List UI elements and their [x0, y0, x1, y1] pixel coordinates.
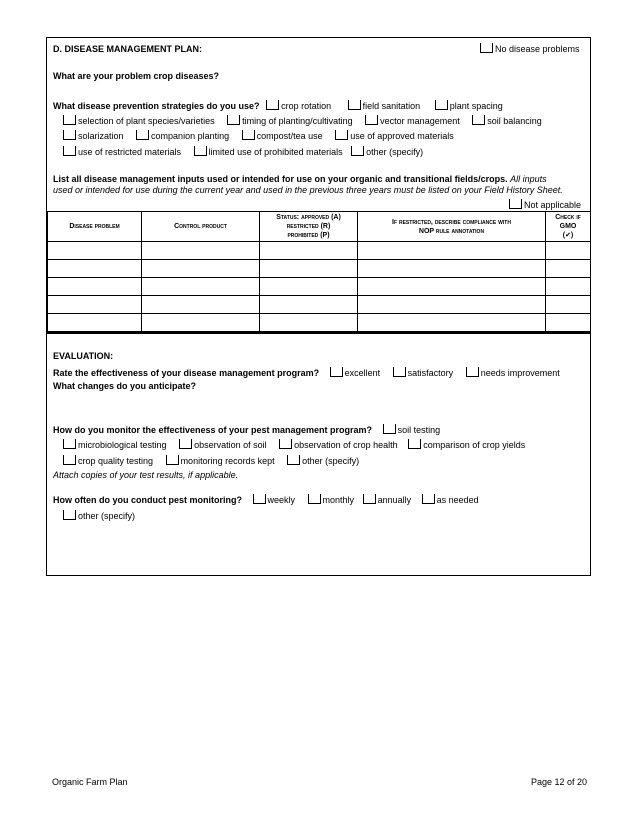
table-row	[48, 242, 591, 260]
option-compost-tea[interactable]	[238, 130, 323, 142]
header-label: Control product	[174, 223, 227, 230]
table-cell[interactable]	[358, 296, 546, 314]
checkbox[interactable]	[351, 146, 364, 156]
checkbox[interactable]	[408, 439, 421, 449]
option-observation-soil[interactable]	[175, 439, 267, 451]
problem-diseases-question: What are your problem crop diseases?	[53, 71, 220, 81]
option-label: monthly	[322, 495, 355, 505]
option-label: needs improvement	[480, 368, 560, 378]
option-label: limited use of prohibited materials	[208, 147, 343, 157]
frequency-row-2	[59, 510, 135, 522]
option-observation-crop-health[interactable]	[275, 439, 398, 451]
option-label: use of restricted materials	[78, 147, 182, 157]
checkbox[interactable]	[308, 494, 321, 504]
checkbox[interactable]	[422, 494, 435, 504]
header-label: If restricted, describe compliance with	[392, 218, 511, 226]
checkbox[interactable]	[63, 130, 76, 140]
checkbox[interactable]	[253, 494, 266, 504]
header-label: Disease problem	[69, 223, 120, 230]
option-solarization[interactable]	[59, 130, 124, 142]
option-label: other (specify)	[78, 511, 136, 521]
table-cell[interactable]	[260, 314, 358, 332]
option-label: satisfactory	[407, 368, 454, 378]
checkbox[interactable]	[330, 367, 343, 377]
checkbox[interactable]	[194, 146, 207, 156]
table-cell[interactable]	[142, 260, 260, 278]
option-other-specify[interactable]	[347, 146, 423, 158]
checkbox[interactable]	[166, 455, 179, 465]
table-bottom-rule	[47, 332, 590, 334]
checkbox[interactable]	[63, 146, 76, 156]
header-gmo	[546, 212, 591, 242]
changes-question: What changes do you anticipate?	[53, 381, 197, 391]
table-cell[interactable]	[142, 278, 260, 296]
table-cell[interactable]	[358, 278, 546, 296]
inputs-instruction-bold: List all disease management inputs used or intended for use on your organic and transitional fields/crops.	[53, 174, 508, 184]
table-cell[interactable]	[546, 296, 591, 314]
option-label: as needed	[436, 495, 479, 505]
option-label: solarization	[78, 131, 124, 141]
option-label: monitoring records kept	[180, 456, 275, 466]
attach-note: Attach copies of your test results, if applicable.	[53, 470, 239, 480]
not-applicable-checkbox[interactable]	[509, 199, 522, 209]
checkbox[interactable]	[365, 115, 378, 125]
option-label: timing of planting/cultivating	[242, 116, 353, 126]
disease-inputs-table	[47, 211, 591, 332]
table-cell[interactable]	[260, 278, 358, 296]
option-label: soil balancing	[487, 116, 542, 126]
checkbox[interactable]	[63, 455, 76, 465]
option-crop-rotation[interactable]	[262, 100, 331, 112]
checkbox[interactable]	[466, 367, 479, 377]
checkbox[interactable]	[335, 130, 348, 140]
rate-excellent[interactable]	[326, 367, 381, 379]
table-cell[interactable]	[48, 314, 142, 332]
table-cell[interactable]	[142, 296, 260, 314]
table-cell[interactable]	[260, 296, 358, 314]
header-label: GMO	[559, 223, 577, 230]
footer-title: Organic Farm Plan	[52, 777, 128, 787]
table-cell[interactable]	[358, 314, 546, 332]
rate-needs-improvement[interactable]	[462, 367, 560, 379]
monitoring-question: How do you monitor the effectiveness of your pest management program?	[53, 425, 373, 435]
table-cell[interactable]	[358, 242, 546, 260]
option-label: plant spacing	[449, 101, 503, 111]
frequency-row-1	[53, 494, 479, 506]
disease-management-form	[46, 37, 591, 576]
option-label: excellent	[344, 368, 381, 378]
table-cell[interactable]	[546, 242, 591, 260]
table-cell[interactable]	[48, 242, 142, 260]
inputs-instruction-italic: All inputs	[510, 174, 547, 184]
option-approved-materials[interactable]	[331, 130, 454, 142]
option-label: other (specify)	[302, 456, 360, 466]
rate-satisfactory[interactable]	[389, 367, 454, 379]
option-frequency-other[interactable]	[59, 510, 135, 522]
checkbox[interactable]	[63, 510, 76, 520]
option-field-sanitation[interactable]	[344, 100, 421, 112]
checkbox[interactable]	[266, 100, 279, 110]
table-cell[interactable]	[546, 278, 591, 296]
option-comparison-yields[interactable]	[404, 439, 525, 451]
header-disease-problem	[48, 212, 142, 242]
table-cell[interactable]	[142, 314, 260, 332]
option-label: crop quality testing	[78, 456, 154, 466]
table-cell[interactable]	[48, 278, 142, 296]
checkbox[interactable]	[279, 439, 292, 449]
option-label: weekly	[267, 495, 296, 505]
not-applicable-label: Not applicable	[524, 200, 582, 210]
table-header-row	[48, 212, 591, 242]
no-disease-problems-option[interactable]	[476, 43, 580, 55]
checkbox[interactable]	[363, 494, 376, 504]
no-disease-problems-checkbox[interactable]	[480, 43, 493, 53]
not-applicable-option[interactable]	[505, 199, 581, 211]
table-cell[interactable]	[48, 260, 142, 278]
table-cell[interactable]	[260, 260, 358, 278]
table-cell[interactable]	[358, 260, 546, 278]
option-limited-prohibited[interactable]	[190, 146, 343, 158]
option-label: observation of crop health	[294, 440, 398, 450]
option-soil-testing[interactable]	[379, 424, 441, 436]
option-weekly[interactable]	[249, 494, 296, 506]
option-crop-quality-testing[interactable]	[59, 455, 153, 467]
option-monitoring-records[interactable]	[162, 455, 275, 467]
section-title: D. DISEASE MANAGEMENT PLAN:	[53, 44, 203, 54]
checkbox[interactable]	[63, 115, 76, 125]
frequency-question: How often do you conduct pest monitoring?	[53, 495, 242, 505]
option-vector-management[interactable]	[361, 115, 460, 127]
checkbox[interactable]	[227, 115, 240, 125]
table-row	[48, 278, 591, 296]
prevention-row-2	[59, 115, 542, 127]
option-as-needed[interactable]	[418, 494, 479, 506]
checkbox[interactable]	[393, 367, 406, 377]
checkbox[interactable]	[383, 424, 396, 434]
checkbox[interactable]	[348, 100, 361, 110]
option-label: other (specify)	[366, 147, 424, 157]
table-cell[interactable]	[260, 242, 358, 260]
monitoring-row-2	[59, 439, 525, 451]
option-monthly[interactable]	[304, 494, 355, 506]
option-label: observation of soil	[194, 440, 267, 450]
checkbox[interactable]	[435, 100, 448, 110]
table-cell[interactable]	[546, 314, 591, 332]
header-label: (✔)	[562, 232, 574, 239]
option-timing-planting[interactable]	[223, 115, 353, 127]
option-label: companion planting	[151, 131, 230, 141]
inputs-instruction-line2: used or intended for use during the current year and used in the previous three years must be listed on your Field History Sheet.	[53, 185, 563, 195]
option-label: comparison of crop yields	[423, 440, 526, 450]
header-restricted-compliance	[358, 212, 546, 242]
option-soil-balancing[interactable]	[468, 115, 542, 127]
checkbox[interactable]	[136, 130, 149, 140]
option-label: use of approved materials	[350, 131, 454, 141]
prevention-row-1	[53, 100, 503, 112]
header-status	[260, 212, 358, 242]
table-row	[48, 296, 591, 314]
checkbox[interactable]	[287, 455, 300, 465]
evaluation-heading: EVALUATION:	[53, 351, 114, 361]
option-label: soil testing	[397, 425, 441, 435]
option-annually[interactable]	[359, 494, 412, 506]
header-control-product	[142, 212, 260, 242]
option-label: microbiological testing	[78, 440, 167, 450]
option-monitoring-other[interactable]	[283, 455, 359, 467]
checkbox[interactable]	[179, 439, 192, 449]
option-plant-spacing[interactable]	[431, 100, 503, 112]
monitoring-row-3	[59, 455, 359, 467]
table-row	[48, 314, 591, 332]
option-restricted-materials[interactable]	[59, 146, 181, 158]
header-label: Status: approved (A)	[276, 214, 341, 221]
inputs-instruction-line1	[53, 174, 547, 185]
table-cell[interactable]	[142, 242, 260, 260]
rate-question: Rate the effectiveness of your disease management program?	[53, 368, 320, 378]
option-microbiological-testing[interactable]	[59, 439, 167, 451]
header-label: restricted (R)	[286, 223, 331, 230]
checkbox[interactable]	[63, 439, 76, 449]
table-row	[48, 260, 591, 278]
option-label: compost/tea use	[256, 131, 323, 141]
evaluation-rate-row	[53, 367, 560, 379]
option-label: annually	[377, 495, 412, 505]
prevention-row-3	[59, 130, 454, 142]
footer-page-number: Page 12 of 20	[530, 777, 587, 787]
option-label: selection of plant species/varieties	[78, 116, 215, 126]
prevention-question: What disease prevention strategies do you use?	[53, 101, 260, 111]
header-label: Check if	[555, 214, 581, 221]
option-selection-species[interactable]	[59, 115, 215, 127]
option-label: vector management	[380, 116, 460, 126]
no-disease-problems-label: No disease problems	[495, 44, 580, 54]
option-label: field sanitation	[362, 101, 421, 111]
option-companion-planting[interactable]	[132, 130, 229, 142]
checkbox[interactable]	[472, 115, 485, 125]
prevention-row-4	[59, 146, 423, 158]
monitoring-row-1	[53, 424, 440, 436]
table-cell[interactable]	[48, 296, 142, 314]
option-label: crop rotation	[281, 101, 332, 111]
header-label: NOP rule annotation	[418, 227, 485, 235]
table-cell[interactable]	[546, 260, 591, 278]
header-label: prohibited (P)	[287, 232, 330, 239]
checkbox[interactable]	[242, 130, 255, 140]
